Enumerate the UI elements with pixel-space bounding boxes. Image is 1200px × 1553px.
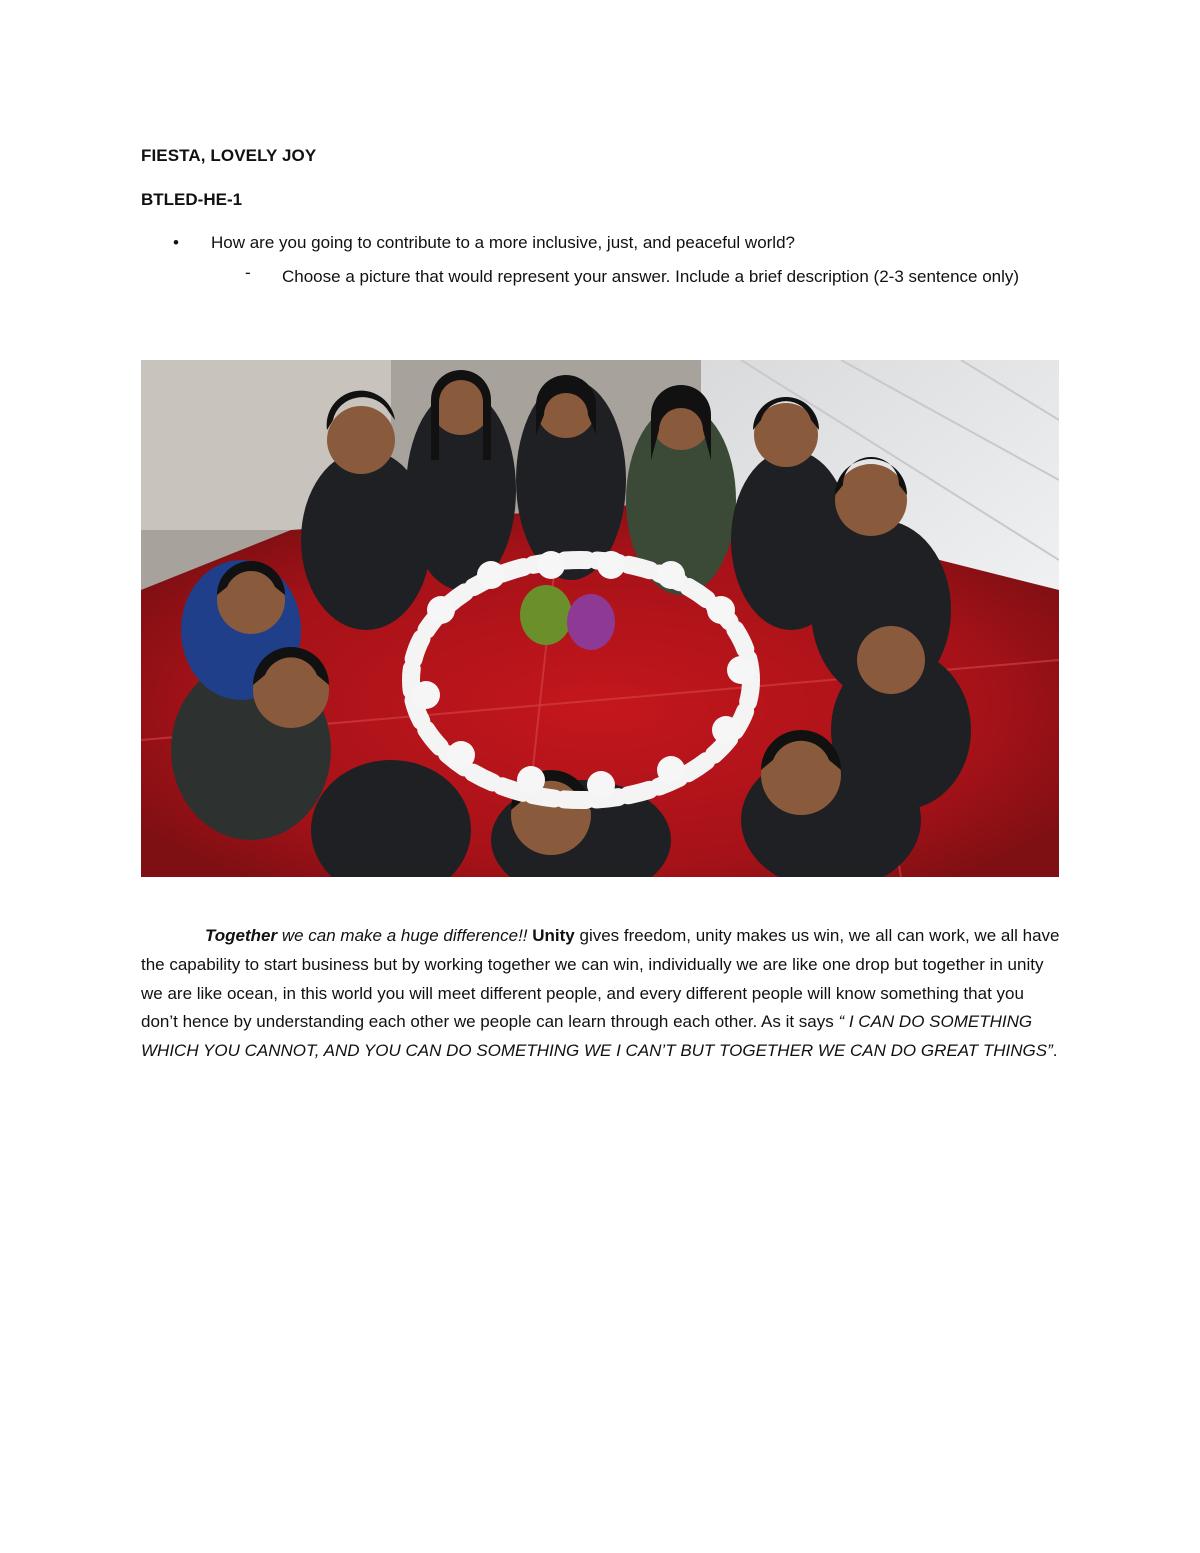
together-word: Together <box>205 926 278 945</box>
dash-icon: - <box>245 263 251 282</box>
description-paragraph <box>141 922 1061 1066</box>
difference-phrase: we can make a huge difference!! <box>277 926 528 945</box>
quote-text: “ I CAN DO SOMETHING WHICH YOU CANNOT, AND YOU CAN DO SOMETHING WE I CAN’T BUT TOGETHER WE CAN DO GREAT THINGS” <box>141 1012 1053 1061</box>
group-circle-photo <box>141 360 1059 877</box>
question-text: How are you going to contribute to a more inclusive, just, and peaceful world? <box>211 233 795 252</box>
paragraph-body: gives freedom, unity makes us win, we all can work, we all have the capability to start business but by working together we can win, individually we are like one drop but together in unity we are like ocean, in this world you will meet different people, and every different people will know something that you don’t hence by understanding each other we people can learn through each other. As it says <box>141 926 1060 1032</box>
instruction-text: Choose a picture that would represent your answer. Include a brief description (2-3 sentence only) <box>282 267 1020 286</box>
student-name: FIESTA, LOVELY JOY <box>141 146 317 165</box>
student-section: BTLED-HE-1 <box>141 190 243 209</box>
paragraph-end: . <box>1052 1041 1058 1061</box>
bullet-icon: • <box>173 233 179 252</box>
unity-word: Unity <box>527 926 575 945</box>
